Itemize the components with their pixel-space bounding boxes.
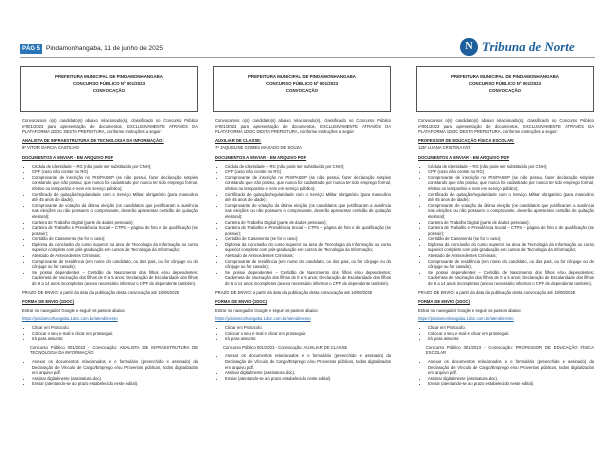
list-item: • Certificado de quitação/regularidade com o Serviço Militar obrigatório (para masculino até 45 anos de idade); xyxy=(225,192,391,203)
list-item: • Anexar os documentos relacionados e o formulário (preenchido e assinado) da Declaração de Vínculo de Cargo/Emprego e/ou Proventos públicos, todos digitalizados em arquivo pdf. xyxy=(32,359,198,376)
list-item: • Se possui dependentes – Certidão de Nascimento dos filhos e/ou dependentes; Caderneta de Vacinação dos filhos de 0 a 5 anos; Declaração de Escolaridade dos filhos de 6 a 14 anos incompletos (anexo necessário informar o CPF de dependente também). xyxy=(32,270,198,287)
role-title: AUXILIAR DE CLASSE: xyxy=(215,137,262,143)
list-item: • Comprovante de residência (em nome do candidato, ou dos pais, ou for cônjuge ou do cônjuge ou for casado); xyxy=(225,259,391,270)
subject-text: Concurso Público 001/2023 - Convocação: ANALISTA DE INFRAESTRUTURA DE TECNOLOGIA DA INFORMAÇÃO xyxy=(30,344,198,356)
list-item: • CPF (caso não conste no RG) xyxy=(225,169,391,175)
page-header xyxy=(0,0,600,58)
docs-list xyxy=(418,164,594,287)
list-item: • Cédula de Identidade – RG (não pode ser substituído por CNH); xyxy=(428,164,594,170)
header-divider xyxy=(20,57,595,58)
notice-heading-box xyxy=(213,66,391,112)
role-title: ANALISTA DE INFRAESTRUTURA DE TECNOLOGIA DA INFORMAÇÃO: xyxy=(22,137,164,143)
intro-text: Convocamos o(s) candidato(s) abaixo relacionado(s), classificado no Concurso Público nº001/2023 para apresentação de documentos, EXCLUSIVAMENTE ATRAVÉS DA PLATAFORMA 1DOC DESTA PREFEITURA, conforme instruções a seguir: xyxy=(215,118,391,135)
list-item: • Atestado de Antecedentes Criminais; xyxy=(32,253,198,259)
list-item: • Carteira de Trabalho Digital (parte de dados pessoais); xyxy=(225,220,391,226)
docs-list xyxy=(22,164,198,287)
list-item: • Colocar o seu e-mail e clicar em prosseguir. xyxy=(32,331,198,337)
list-item: • Certificado de quitação/regularidade com o Serviço Militar obrigatório (para masculino até 45 anos de idade); xyxy=(32,192,198,203)
contest-title: CONCURSO PÚBLICO Nº 001/2023 xyxy=(265,81,339,86)
docs-title: DOCUMENTOS A ENVIAR - EM ARQUIVO PDF xyxy=(418,154,510,160)
org-title: PREFEITURA MUNICIPAL DE PINDAMONHANGABA xyxy=(451,74,559,79)
steps-after-list xyxy=(418,359,594,387)
docs-title: DOCUMENTOS A ENVIAR - EM ARQUIVO PDF xyxy=(215,154,307,160)
list-item: • Irá para assunto: xyxy=(32,336,198,342)
candidate-name: 125º LUANA CRISTINA IVO xyxy=(418,145,471,151)
list-item: • Clicar em Protocolo. xyxy=(225,325,391,331)
list-item: • Irá para assunto: xyxy=(428,336,594,342)
notice-body xyxy=(22,118,198,390)
list-item: • Carteira de Trabalho Digital (parte de dados pessoais); xyxy=(32,220,198,226)
list-item: • Carteira de Trabalho e Previdência Social – CTPS – página de foto e de qualificação (se possuir); xyxy=(32,225,198,236)
portal-link[interactable]: https://pindamonhangaba.1doc.com.br/atendimento xyxy=(418,316,514,322)
howto-title: FORMA DE ENVIO (1DOC) xyxy=(418,299,470,305)
intro-text: Convocamos o(s) candidato(s) abaixo relacionado(s), classificado no Concurso Público nº001/2023 para apresentação de documentos, EXCLUSIVAMENTE ATRAVÉS DA PLATAFORMA 1DOC DESTA PREFEITURA, conforme instruções a seguir: xyxy=(22,118,198,135)
list-item: • Certificado de quitação/regularidade com o Serviço Militar obrigatório (para masculino até 45 anos de idade); xyxy=(428,192,594,203)
list-item: • Comprovante de inscrição no PIS/PASEP (se não possui, fazer declaração simples constando que não possui, que nunca foi cadastrado por nunca ter tido emprego formal, efetivo ou temporário e nem em serviço público); xyxy=(225,175,391,192)
list-item: • Carteira de Trabalho Digital (parte de dados pessoais); xyxy=(428,220,594,226)
call-title: CONVOCAÇÃO xyxy=(488,88,522,93)
list-item: • Carteira de Trabalho e Previdência Social – CTPS – página de foto e de qualificação (se possuir); xyxy=(225,225,391,236)
steps-list xyxy=(418,325,594,342)
page-number-badge: PÁG 5 xyxy=(21,46,40,52)
list-item: • Diploma da conclusão do curso superior na área de Tecnologia da Informação ou curso superior completo com pós-graduação em cursos de Tecnologia da Informação; xyxy=(225,242,391,253)
list-item: • Clicar em Protocolo. xyxy=(428,325,594,331)
howto-title: FORMA DE ENVIO (1DOC) xyxy=(22,299,74,305)
notice-column-3 xyxy=(416,66,596,450)
subject-text: Concurso Público 001/2023 - Convocação: AUXILIAR DE CLASSE xyxy=(223,344,348,350)
list-item: • Enviar (atentando-se ao prazo estabelecido neste edital). xyxy=(428,381,594,387)
list-item: • CPF (caso não conste no RG) xyxy=(428,169,594,175)
call-title: CONVOCAÇÃO xyxy=(285,88,319,93)
call-title: CONVOCAÇÃO xyxy=(92,88,126,93)
notice-body xyxy=(418,118,594,390)
deadline-text: PRAZO DE ENVIO: a partir da data da publicação desta convocação até 18/06/2025 xyxy=(22,289,180,295)
notice-body xyxy=(215,118,391,384)
howto-intro: Entrar no navegador Google e seguir os passos abaixo: xyxy=(215,307,319,313)
steps-list xyxy=(22,325,198,342)
brand-name: Tribuna de Norte xyxy=(482,39,575,54)
deadline-text: PRAZO DE ENVIO: a partir da data da publicação desta convocação até 18/06/2025 xyxy=(418,289,576,295)
list-item: • Anexar os documentos relacionados e o formulário (preenchido e assinado) da Declaração de Vínculo de Cargo/Emprego e/ou Proventos públicos, todos digitalizados em arquivo pdf. xyxy=(225,353,391,370)
list-item: • Se possui dependentes – Certidão de Nascimento dos filhos e/ou dependentes; Caderneta de Vacinação dos filhos de 0 a 5 anos; Declaração de Escolaridade dos filhos de 6 a 14 anos incompletos (anexo necessário informar o CPF de dependente também). xyxy=(225,270,391,287)
list-item: • Comprovante de residência (em nome do candidato, ou dos pais, ou for cônjuge ou do cônjuge ou for casado); xyxy=(32,259,198,270)
list-item: • Certidão de Casamento (se for o caso); xyxy=(225,236,391,242)
intro-text: Convocamos o(s) candidato(s) abaixo relacionado(s), classificado no Concurso Público nº001/2023 para apresentação de documentos, EXCLUSIVAMENTE ATRAVÉS DA PLATAFORMA 1DOC DESTA PREFEITURA, conforme instruções a seguir: xyxy=(418,118,594,135)
list-item: • Anexar os documentos relacionados e o formulário (preenchido e assinado) da Declaração de Vínculo de Cargo/Emprego e/ou Proventos públicos, todos digitalizados em arquivo pdf. xyxy=(428,359,594,376)
list-item: • Cédula de Identidade – RG (não pode ser substituído por CNH); xyxy=(32,164,198,170)
notice-column-2 xyxy=(213,66,393,450)
candidate-name: 8º VITOR GARCIA CASTILHO xyxy=(22,145,79,151)
org-title: PREFEITURA MUNICIPAL DE PINDAMONHANGABA xyxy=(55,74,163,79)
brand-logo xyxy=(460,38,595,58)
list-item: • Comprovante de inscrição no PIS/PASEP (se não possui, fazer declaração simples constando que não possui, que nunca foi cadastrado por nunca ter tido emprego formal, efetivo ou temporário e nem em serviço público); xyxy=(428,175,594,192)
docs-title: DOCUMENTOS A ENVIAR - EM ARQUIVO PDF xyxy=(22,154,114,160)
list-item: • Cédula de Identidade – RG (não pode ser substituído por CNH); xyxy=(225,164,391,170)
location-date: Pindamonhangaba, 11 de junho de 2025 xyxy=(46,45,163,52)
howto-intro: Entrar no navegador Google e seguir os passos abaixo: xyxy=(418,307,522,313)
list-item: • Carteira de Trabalho e Previdência Social – CTPS – página de foto e de qualificação (se possuir); xyxy=(428,225,594,236)
deadline-text: PRAZO DE ENVIO: a partir da data da publicação desta convocação até 18/06/2025 xyxy=(215,289,373,295)
list-item: • Assinar digitalmente (assinatura.doc). xyxy=(32,376,198,382)
list-item: • CPF (caso não conste no RG) xyxy=(32,169,198,175)
steps-after-list xyxy=(215,353,391,381)
list-item: • Comprovante de votação da última eleição (os candidatos que justificaram a ausência nas eleições ou não possuem o comprovante, deverão apresentar certidão de quitação eleitoral); xyxy=(428,203,594,220)
contest-title: CONCURSO PÚBLICO Nº 001/2023 xyxy=(468,81,542,86)
list-item: • Comprovante de residência (em nome do candidato, ou dos pais, ou for cônjuge ou do cônjuge ou for casado); xyxy=(428,259,594,270)
list-item: • Atestado de Antecedentes Criminais; xyxy=(225,253,391,259)
steps-list xyxy=(215,325,391,342)
list-item: • Atestado de Antecedentes Criminais; xyxy=(428,253,594,259)
portal-link[interactable]: https://pindamonhangaba.1doc.com.br/atendimento xyxy=(215,316,311,322)
subject-text: Concurso Público 001/2023 - Convocação: PROFESSOR DE EDUCAÇÃO FÍSICA ESCOLAR xyxy=(426,344,594,356)
list-item: • Clicar em Protocolo. xyxy=(32,325,198,331)
list-item: • Certidão de Casamento (se for o caso); xyxy=(32,236,198,242)
docs-list xyxy=(215,164,391,287)
list-item: • Diploma da conclusão do curso superior na área de Tecnologia da Informação ou curso superior completo com pós-graduação em cursos de Tecnologia da Informação; xyxy=(32,242,198,253)
list-item: • Comprovante de votação da última eleição (os candidatos que justificaram a ausência nas eleições ou não possuem o comprovante, deverão apresentar certidão de quitação eleitoral); xyxy=(225,203,391,220)
notice-heading-box xyxy=(20,66,198,112)
list-item: • Assinar digitalmente (assinatura.doc). xyxy=(225,370,391,376)
howto-title: FORMA DE ENVIO (1DOC) xyxy=(215,299,267,305)
list-item: • Comprovante de votação da última eleição (os candidatos que justificaram a ausência nas eleições ou não possuem o comprovante, deverão apresentar certidão de quitação eleitoral); xyxy=(32,203,198,220)
brand-mark-icon: N xyxy=(460,38,478,56)
notice-column-1 xyxy=(20,66,200,450)
list-item: • Certidão de Casamento (se for o caso); xyxy=(428,236,594,242)
list-item: • Se possui dependentes – Certidão de Nascimento dos filhos e/ou dependentes; Caderneta de Vacinação dos filhos de 0 a 5 anos; Declaração de Escolaridade dos filhos de 6 a 14 anos incompletos (anexo necessário informar o CPF de dependente também). xyxy=(428,270,594,287)
list-item: • Assinar digitalmente (assinatura.doc). xyxy=(428,376,594,382)
org-title: PREFEITURA MUNICIPAL DE PINDAMONHANGABA xyxy=(248,74,356,79)
list-item: • Diploma da conclusão do curso superior na área de Tecnologia da Informação ou curso superior completo com pós-graduação em cursos de Tecnologia da Informação; xyxy=(428,242,594,253)
list-item: • Colocar o seu e-mail e clicar em prosseguir. xyxy=(428,331,594,337)
howto-intro: Entrar no navegador Google e seguir os passos abaixo: xyxy=(22,307,126,313)
steps-after-list xyxy=(22,359,198,387)
list-item: • Colocar o seu e-mail e clicar em prosseguir. xyxy=(225,331,391,337)
list-item: • Enviar (atentando-se ao prazo estabelecido neste edital). xyxy=(225,376,391,382)
contest-title: CONCURSO PÚBLICO Nº 001/2023 xyxy=(72,81,146,86)
list-item: • Comprovante de inscrição no PIS/PASEP (se não possui, fazer declaração simples constando que não possui, que nunca foi cadastrado por nunca ter tido emprego formal, efetivo ou temporário e nem em serviço público); xyxy=(32,175,198,192)
list-item: • Enviar (atentando-se ao prazo estabelecido neste edital). xyxy=(32,381,198,387)
notice-heading-box xyxy=(416,66,594,112)
portal-link[interactable]: https://pindamonhangaba.1doc.com.br/atendimento xyxy=(22,316,118,322)
candidate-name: 7º JAQUELINE GOMES MAXADO DE SOUZA xyxy=(215,145,302,151)
list-item: • Irá para assunto: xyxy=(225,336,391,342)
role-title: PROFESSOR DE EDUCAÇÃO FÍSICA ESCOLAR: xyxy=(418,137,515,143)
